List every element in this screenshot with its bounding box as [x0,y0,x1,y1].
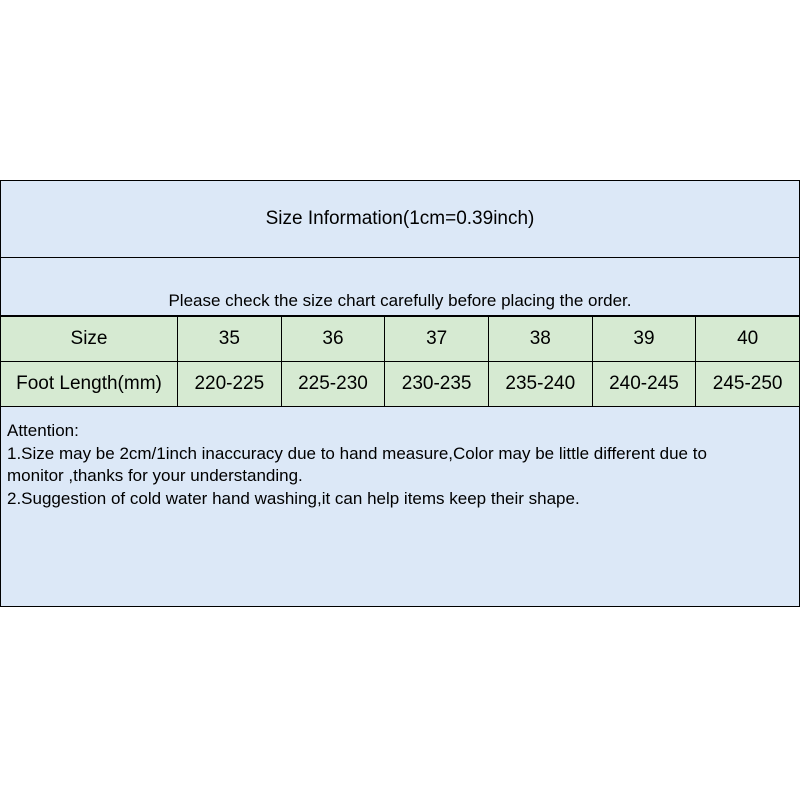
header-cell-39: 39 [592,317,696,362]
attention-panel [0,407,800,607]
page-title: Size Information(1cm=0.39inch) [265,208,535,229]
cell-foot-length-35: 220-225 [178,362,282,407]
header-cell-38: 38 [488,317,592,362]
table-row-header [1,317,800,362]
attention-line-2: monitor ,thanks for your understanding. [7,466,303,486]
cell-foot-length-36: 225-230 [281,362,385,407]
title-panel [0,180,800,258]
cell-foot-length-39: 240-245 [592,362,696,407]
size-table [0,316,800,407]
cell-foot-length-37: 230-235 [385,362,489,407]
notice-text: Please check the size chart carefully before placing the order. [168,291,632,310]
row-label-foot-length: Foot Length(mm) [1,362,178,407]
attention-line-3: 2.Suggestion of cold water hand washing,it can help items keep their shape. [7,488,580,508]
header-cell-40: 40 [696,317,800,362]
header-cell-37: 37 [385,317,489,362]
cell-foot-length-38: 235-240 [488,362,592,407]
header-cell-size: Size [1,317,178,362]
header-cell-35: 35 [178,317,282,362]
header-cell-36: 36 [281,317,385,362]
cell-foot-length-40: 245-250 [696,362,800,407]
notice-panel [0,258,800,316]
table-row [1,362,800,407]
size-chart-graphic [0,180,800,620]
attention-line-1: 1.Size may be 2cm/1inch inaccuracy due to hand measure,Color may be little different due to [7,444,707,463]
attention-heading: Attention: [7,421,79,440]
